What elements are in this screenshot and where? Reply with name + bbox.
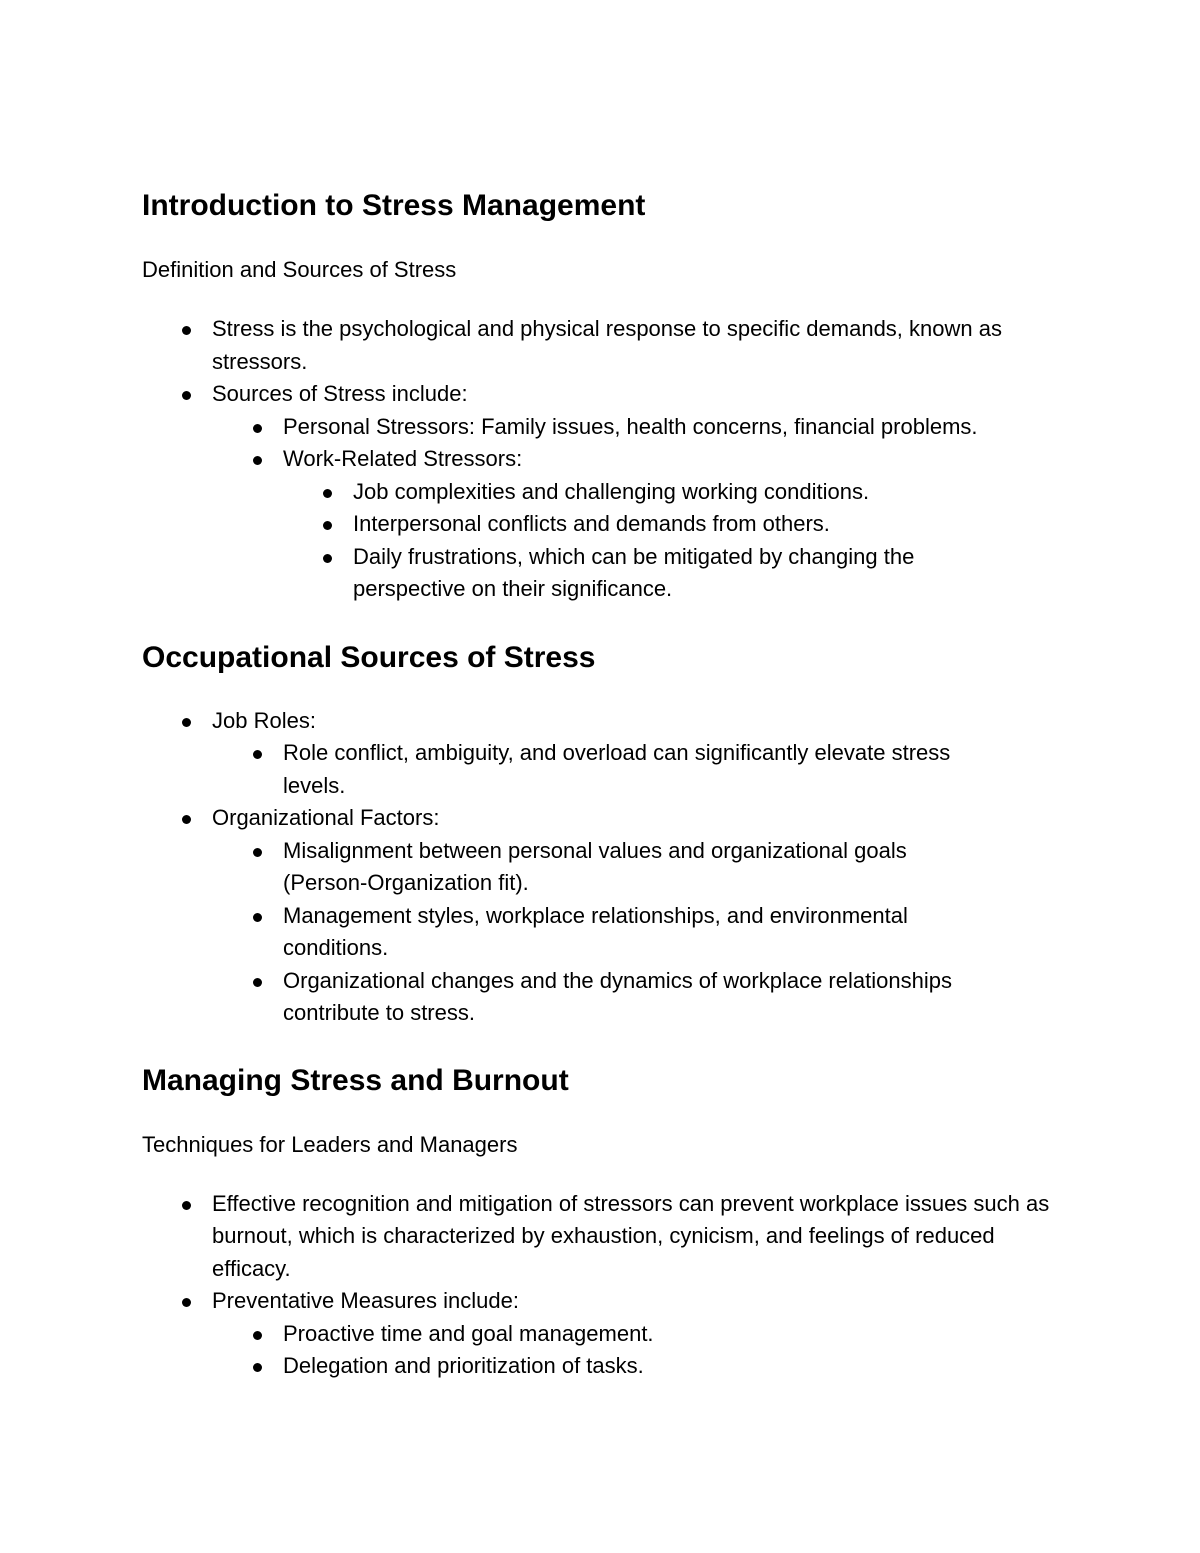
list-item bbox=[283, 737, 1013, 802]
section-title: Introduction to Stress Management bbox=[142, 189, 646, 222]
list-item-text: Job complexities and challenging working conditions. bbox=[353, 478, 870, 504]
list-item-text: Personal Stressors: Family issues, health concerns, financial problems. bbox=[283, 413, 978, 439]
bullet-list bbox=[142, 705, 1082, 1030]
section-subtitle: Definition and Sources of Stress bbox=[142, 257, 457, 282]
bullet-icon bbox=[253, 424, 262, 433]
bullet-icon bbox=[323, 521, 332, 530]
list-item bbox=[353, 541, 973, 606]
list-item-text: Job Roles: bbox=[212, 707, 316, 733]
document-page bbox=[142, 186, 1082, 1383]
list-item bbox=[283, 411, 1082, 444]
list-item bbox=[283, 1350, 1082, 1383]
list-item bbox=[353, 508, 1082, 541]
list-item bbox=[212, 378, 1082, 606]
bullet-icon bbox=[182, 1298, 191, 1307]
list-item bbox=[283, 1318, 1082, 1351]
list-item-text: Proactive time and goal management. bbox=[283, 1320, 654, 1346]
list-item bbox=[212, 802, 1082, 1030]
nested-list bbox=[212, 737, 1082, 802]
bullet-icon bbox=[253, 1331, 262, 1340]
list-item-text: Delegation and prioritization of tasks. bbox=[283, 1353, 644, 1378]
list-item bbox=[283, 965, 1013, 1030]
list-item bbox=[212, 1285, 1082, 1383]
bullet-list bbox=[142, 313, 1082, 606]
nested-list bbox=[212, 411, 1082, 606]
list-item-text: Stress is the psychological and physical response to specific demands, known as stressors. bbox=[212, 316, 1002, 374]
list-item bbox=[283, 900, 983, 965]
list-item bbox=[212, 313, 1092, 378]
nested-list bbox=[212, 835, 1082, 1030]
bullet-icon bbox=[253, 848, 262, 857]
bullet-icon bbox=[323, 489, 332, 498]
list-item bbox=[353, 476, 1082, 509]
list-item bbox=[212, 1188, 1062, 1286]
bullet-list bbox=[142, 1188, 1082, 1383]
bullet-icon bbox=[253, 456, 262, 465]
list-item-text: Organizational changes and the dynamics of workplace relationships contribute to stress. bbox=[283, 967, 952, 1025]
list-item-text: Role conflict, ambiguity, and overload can significantly elevate stress levels. bbox=[283, 740, 951, 798]
list-item-text: Management styles, workplace relationships, and environmental conditions. bbox=[283, 902, 908, 960]
bullet-icon bbox=[182, 326, 191, 335]
list-item-text: Misalignment between personal values and organizational goals (Person-Organization fit). bbox=[283, 837, 907, 895]
list-item-text: Daily frustrations, which can be mitigated by changing the perspective on their significance. bbox=[353, 543, 915, 601]
nested-list bbox=[283, 476, 1082, 606]
bullet-icon bbox=[253, 978, 262, 987]
nested-list bbox=[212, 1318, 1082, 1383]
list-item-text: Effective recognition and mitigation of stressors can prevent workplace issues such as burnout, which is characterized by exhaustion, cynicism, and feelings of reduced efficacy. bbox=[212, 1190, 1050, 1281]
section-title: Occupational Sources of Stress bbox=[142, 640, 596, 674]
section-title: Managing Stress and Burnout bbox=[142, 1063, 569, 1097]
bullet-icon bbox=[182, 391, 191, 400]
bullet-icon bbox=[323, 554, 332, 563]
list-item-text: Organizational Factors: bbox=[212, 805, 440, 830]
bullet-icon bbox=[253, 750, 262, 759]
list-item bbox=[283, 443, 1082, 606]
bullet-icon bbox=[253, 913, 262, 922]
list-item-text: Interpersonal conflicts and demands from others. bbox=[353, 511, 830, 536]
list-item bbox=[212, 705, 1082, 803]
bullet-icon bbox=[182, 718, 191, 727]
list-item-text: Preventative Measures include: bbox=[212, 1288, 519, 1313]
bullet-icon bbox=[182, 1201, 191, 1210]
bullet-icon bbox=[253, 1363, 262, 1372]
list-item-text: Sources of Stress include: bbox=[212, 381, 468, 406]
bullet-icon bbox=[182, 815, 191, 824]
list-item-text: Work-Related Stressors: bbox=[283, 446, 523, 471]
list-item bbox=[283, 835, 983, 900]
section-subtitle: Techniques for Leaders and Managers bbox=[142, 1131, 518, 1157]
